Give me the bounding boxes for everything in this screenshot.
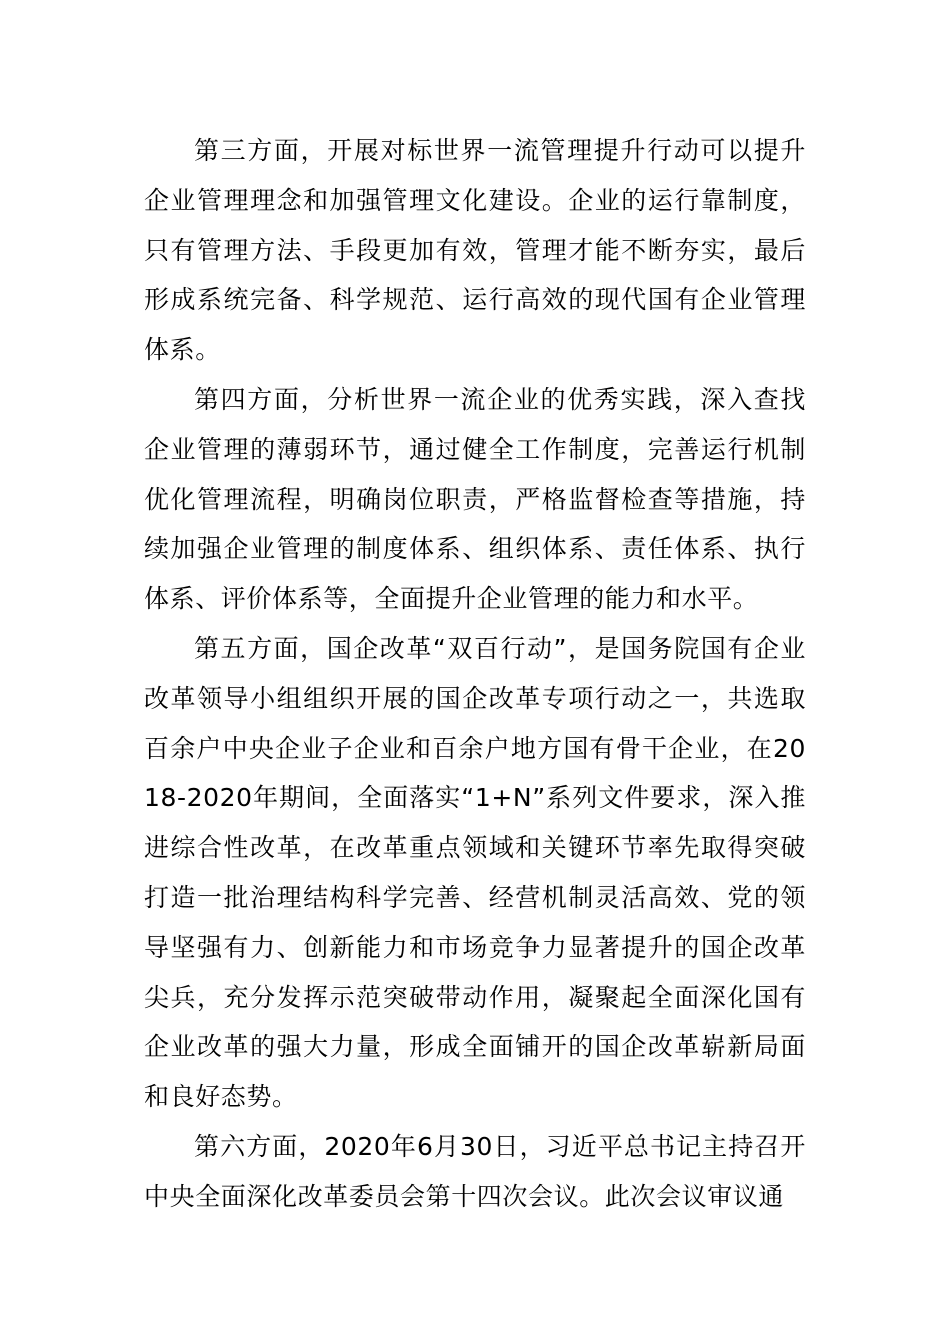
paragraph-third-aspect: 第三方面，开展对标世界一流管理提升行动可以提升企业管理理念和加强管理文化建设。企业的运行靠制度，只有管理方法、手段更加有效，管理才能不断夯实，最后形成系统完备、科学规范、运行高效的现代国有企业管理体系。	[144, 136, 806, 365]
document-body	[144, 126, 806, 1222]
paragraph-fifth-aspect: 第五方面，国企改革“双百行动”，是国务院国有企业改革领导小组组织开展的国企改革专项行动之一，共选取百余户中央企业子企业和百余户地方国有骨干企业，在2018-2020年期间，全面落实“1+N”系列文件要求，深入推进综合性改革，在改革重点领域和关键环节率先取得突破打造一批治理结构科学完善、经营机制灵活高效、党的领导坚强有力、创新能力和市场竞争力显著提升的国企改革尖兵，充分发挥示范突破带动作用，凝聚起全面深化国有企业改革的强大力量，形成全面铺开的国企改革崭新局面和良好态势。	[144, 633, 806, 1112]
paragraph-fourth-aspect: 第四方面，分析世界一流企业的优秀实践，深入查找企业管理的薄弱环节，通过健全工作制度，完善运行机制优化管理流程，明确岗位职责，严格监督检查等措施，持续加强企业管理的制度体系、组织体系、责任体系、执行体系、评价体系等，全面提升企业管理的能力和水平。	[144, 384, 806, 614]
paragraph-sixth-aspect: 第六方面，2020年6月30日，习近平总书记主持召开中央全面深化改革委员会第十四次会议。此次会议审议通	[144, 1131, 806, 1211]
